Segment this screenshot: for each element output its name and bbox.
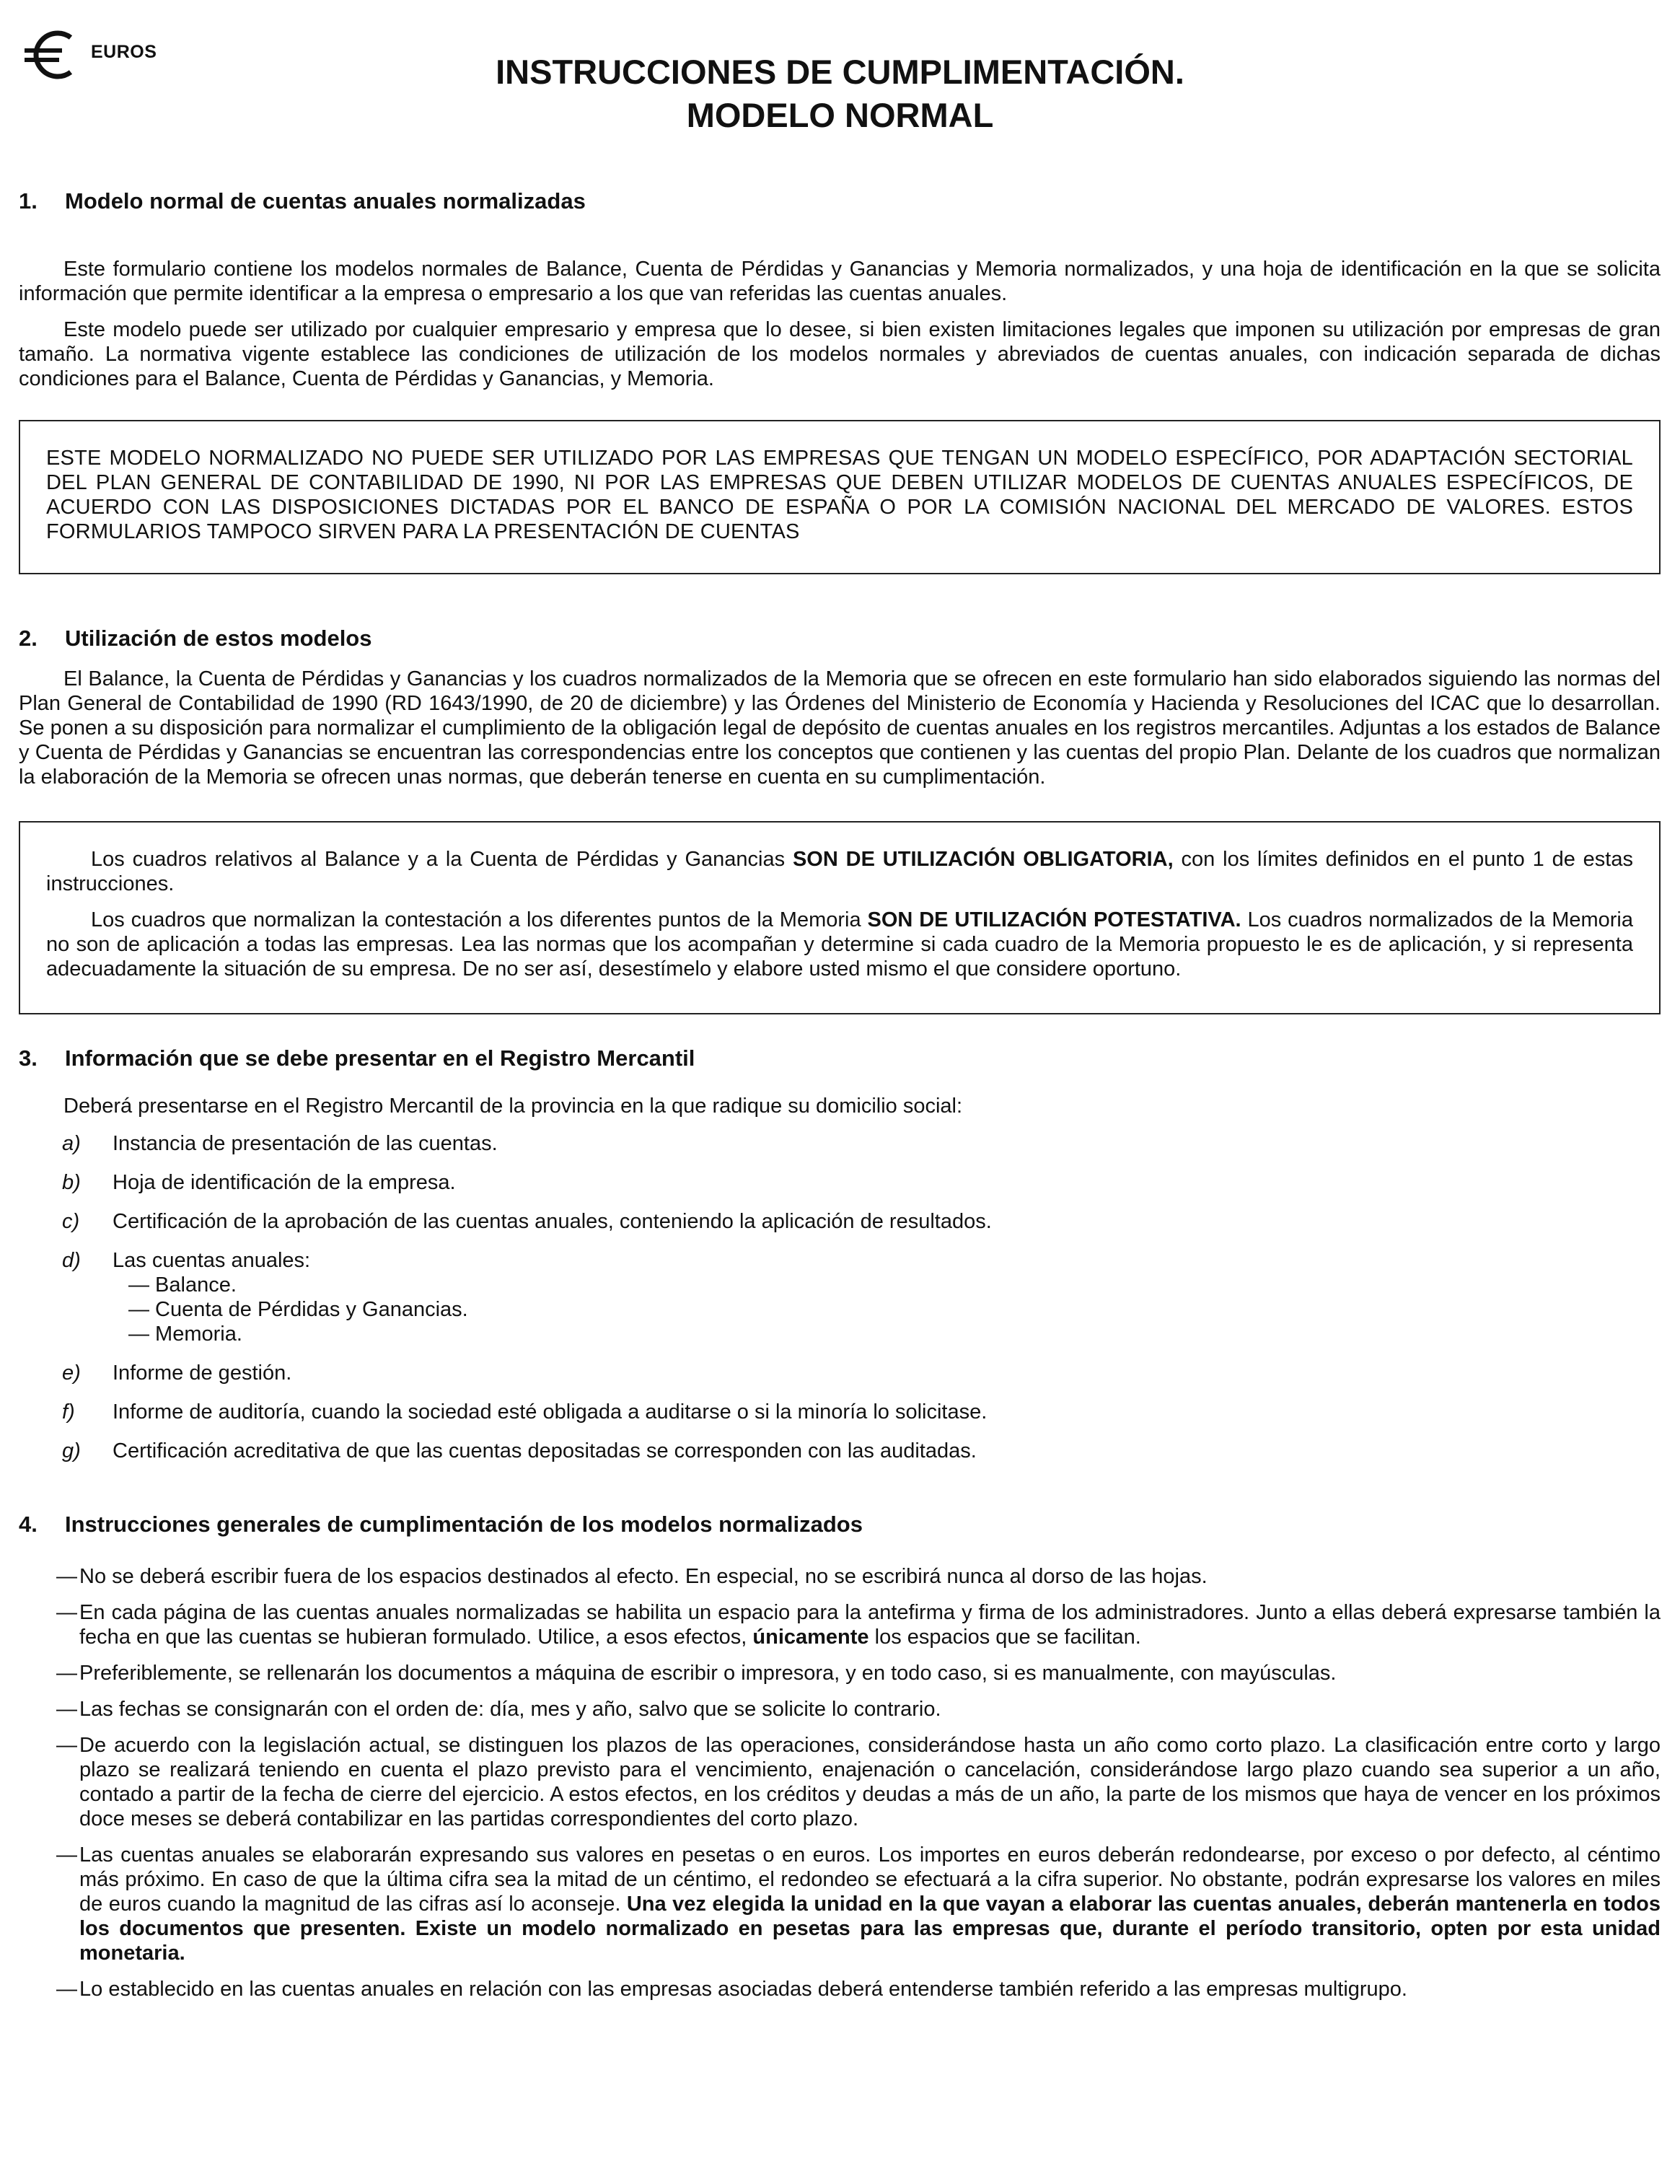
paragraph: Deberá presentarse en el Registro Mercantil de la provincia en la que radique su domicilio social: <box>63 1095 963 1118</box>
list-marker: g) <box>62 1439 81 1462</box>
sub-list-item: — Memoria. <box>128 1323 242 1346</box>
instruction-item <box>19 1843 1661 1965</box>
list-text: Informe de auditoría, cuando la sociedad esté obligada a auditarse o si la minoría lo solicitase. <box>113 1400 988 1424</box>
section-title: Utilización de estos modelos <box>65 626 372 651</box>
list-text: Certificación de la aprobación de las cuentas anuales, conteniendo la aplicación de resultados. <box>113 1210 992 1233</box>
instruction-item <box>19 1600 1661 1649</box>
instruction-item <box>19 1564 1661 1589</box>
section-number: 1. <box>19 188 38 214</box>
list-text: Certificación acreditativa de que las cuentas depositadas se corresponden con las auditadas. <box>113 1439 977 1462</box>
title-line-1: INSTRUCCIONES DE CUMPLIMENTACIÓN. <box>496 53 1184 91</box>
instruction-text <box>79 1843 1661 1965</box>
list-marker: f) <box>62 1400 75 1424</box>
list-text: Informe de gestión. <box>113 1361 292 1385</box>
list-marker: c) <box>62 1210 80 1233</box>
section-1-heading <box>19 189 1661 214</box>
emphasis: Una vez elegida la unidad en la que vayan a elaborar las cuentas anuales, deberán mantenerla en todos los documentos que presenten. Existe un modelo normalizado en pesetas para las empresas que, durante el período transitorio, opten por esta unidad monetaria. <box>79 1893 1661 1965</box>
notice-paragraph <box>46 847 1633 896</box>
text-run: con los límites definidos en el punto 1 de estas instrucciones. <box>46 848 1633 895</box>
list-item <box>19 1439 1661 1463</box>
dash-marker: — <box>56 1601 77 1624</box>
section-title: Instrucciones generales de cumplimentación de los modelos normalizados <box>65 1512 863 1537</box>
section-4-heading <box>19 1512 1661 1537</box>
instruction-text <box>79 1600 1661 1649</box>
list-item <box>19 1400 1661 1424</box>
instruction-text: Preferiblemente, se rellenarán los documentos a máquina de escribir o impresora, y en todo caso, si es manualmente, con mayúsculas. <box>79 1662 1337 1685</box>
section-number: 3. <box>19 1045 38 1071</box>
list-text: Las cuentas anuales: <box>113 1249 311 1272</box>
dash-marker: — <box>56 1698 77 1721</box>
paragraph: El Balance, la Cuenta de Pérdidas y Ganancias y los cuadros normalizados de la Memoria que se ofrecen en este formulario han sido elaborados siguiendo las normas del Plan General de Contabilidad de 1990 (RD 1643/1990, de 20 de diciembre) y las Órdenes del Ministerio de Economía y Hacienda y Resoluciones del ICAC que lo desarrollan. Se ponen a su disposición para normalizar el cumplimiento de la obligación legal de depósito de cuentas anuales en los registros mercantiles. Adjuntas a los estados de Balance y Cuenta de Pérdidas y Ganancias se encuentran las correspondencias entre los conceptos que contienen y las cuentas del propio Plan. Delante de los cuadros que normalizan la elaboración de la Memoria se ofrecen unas normas, que deberán tenerse en cuenta en su cumplimentación. <box>19 667 1661 789</box>
text-run: En cada página de las cuentas anuales normalizadas se habilita un espacio para la antefirma y firma de los administradores. Junto a ellas deberá expresarse también la fecha en que las cuentas se hubieran formulado. Utilice, a esos efectos, <box>79 1601 1661 1649</box>
notice-box <box>19 420 1661 574</box>
list-marker: e) <box>62 1361 81 1385</box>
section-title: Modelo normal de cuentas anuales normalizadas <box>65 188 586 214</box>
title-line-2: MODELO NORMAL <box>686 96 994 134</box>
section-2-heading <box>19 626 1661 651</box>
emphasis: únicamente <box>752 1626 869 1649</box>
list-item <box>19 1248 1661 1273</box>
dash-marker: — <box>56 1565 77 1588</box>
list-item <box>19 1209 1661 1234</box>
instruction-text: No se deberá escribir fuera de los espacios destinados al efecto. En especial, no se escribirá nunca al dorso de las hojas. <box>79 1565 1208 1588</box>
sub-list-item: — Cuenta de Pérdidas y Ganancias. <box>128 1298 468 1321</box>
section-number: 2. <box>19 626 38 651</box>
section-number: 4. <box>19 1512 38 1537</box>
notice-paragraph <box>46 908 1633 981</box>
emphasis: SON DE UTILIZACIÓN OBLIGATORIA, <box>792 848 1174 871</box>
notice-text: ESTE MODELO NORMALIZADO NO PUEDE SER UTILIZADO POR LAS EMPRESAS QUE TENGAN UN MODELO ESPECÍFICO, POR ADAPTACIÓN SECTORIAL DEL PLAN GENERAL DE CONTABILIDAD DE 1990, NI POR LAS EMPRESAS QUE DEBEN UTILIZAR MODELOS DE CUENTAS ANUALES ESPECÍFICOS, DE ACUERDO CON LAS DISPOSICIONES DICTADAS POR EL BANCO DE ESPAÑA O POR LA COMISIÓN NACIONAL DEL MERCADO DE VALORES. ESTOS FORMULARIOS TAMPOCO SIRVEN PARA LA PRESENTACIÓN DE CUENTAS <box>46 447 1633 543</box>
instruction-item <box>19 1661 1661 1685</box>
document-title <box>0 51 1680 137</box>
list-item <box>19 1131 1661 1156</box>
text-run: Los cuadros normalizados de la Memoria no son de aplicación a todas las empresas. Lea las normas que los acompañan y determine si cada cuadro de la Memoria propuesto le es de aplicación, y si representa adecuadamente la situación de su empresa. De no ser así, desestímelo y elabore usted mismo el que considere oportuno. <box>46 908 1633 981</box>
instruction-text: Lo establecido en las cuentas anuales en relación con las empresas asociadas deberá entenderse también referido a las empresas multigrupo. <box>79 1978 1407 2001</box>
text-run: Las cuentas anuales se elaborarán expresando sus valores en pesetas o en euros. Los importes en euros deberán redondearse, por exceso o por defecto, al céntimo más próximo. En caso de que la última cifra sea la mitad de un céntimo, el redondeo se efectuará a la cifra superior. No obstante, podrán expresarse los valores en miles de euros cuando la magnitud de las cifras así lo aconseje. <box>79 1843 1661 1916</box>
section-3-heading <box>19 1046 1661 1071</box>
list-text: Hoja de identificación de la empresa. <box>113 1171 456 1194</box>
instruction-text: De acuerdo con la legislación actual, se distinguen los plazos de las operaciones, considerándose hasta un año como corto plazo. La clasificación entre corto y largo plazo se realizará teniendo en cuenta el plazo previsto para el vencimiento, enajenación o cancelación, considerándose largo plazo cuando sea superior a un año, contado a partir de la fecha de cierre del ejercicio. A estos efectos, en los créditos y deudas a más de un año, la parte de los mismos que haya de vencer en los próximos doce meses se deberá contabilizar en las partidas correspondientes del corto plazo. <box>79 1734 1661 1830</box>
dash-marker: — <box>56 1843 77 1867</box>
text-run: Los cuadros relativos al Balance y a la Cuenta de Pérdidas y Ganancias <box>91 848 793 871</box>
section-title: Información que se debe presentar en el Registro Mercantil <box>65 1045 695 1071</box>
dash-marker: — <box>56 1978 77 2001</box>
list-marker: d) <box>62 1249 81 1272</box>
document-body <box>19 189 1661 2001</box>
text-run: Los cuadros que normalizan la contestación a los diferentes puntos de la Memoria <box>91 908 868 931</box>
dash-marker: — <box>56 1662 77 1685</box>
list-item <box>19 1170 1661 1195</box>
paragraph: Este modelo puede ser utilizado por cualquier empresario y empresa que lo desee, si bien existen limitaciones legales que imponen su utilización por empresas de gran tamaño. La normativa vigente establece las condiciones de utilización de los modelos normales y abreviados de cuentas anuales, con indicación separada de dichas condiciones para el Balance, Cuenta de Pérdidas y Ganancias, y Memoria. <box>19 318 1661 390</box>
paragraph: Este formulario contiene los modelos normales de Balance, Cuenta de Pérdidas y Ganancias y Memoria normalizados, y una hoja de identificación en la que se solicita información que permite identificar a la empresa o empresario a los que van referidas las cuentas anuales. <box>19 258 1661 305</box>
list-text: Instancia de presentación de las cuentas. <box>113 1132 498 1155</box>
dash-marker: — <box>56 1734 77 1757</box>
instruction-text: Las fechas se consignarán con el orden de: día, mes y año, salvo que se solicite lo contrario. <box>79 1698 941 1721</box>
instruction-item <box>19 1733 1661 1831</box>
list-item <box>19 1361 1661 1385</box>
notice-box <box>19 821 1661 1014</box>
emphasis: SON DE UTILIZACIÓN POTESTATIVA. <box>867 908 1241 931</box>
text-run: los espacios que se facilitan. <box>868 1626 1141 1649</box>
currency-label: EUROS <box>91 41 157 62</box>
instruction-item <box>19 1977 1661 2001</box>
sub-list-item: — Balance. <box>128 1273 237 1297</box>
list-marker: a) <box>62 1132 81 1155</box>
instruction-item <box>19 1697 1661 1722</box>
list-marker: b) <box>62 1171 81 1194</box>
